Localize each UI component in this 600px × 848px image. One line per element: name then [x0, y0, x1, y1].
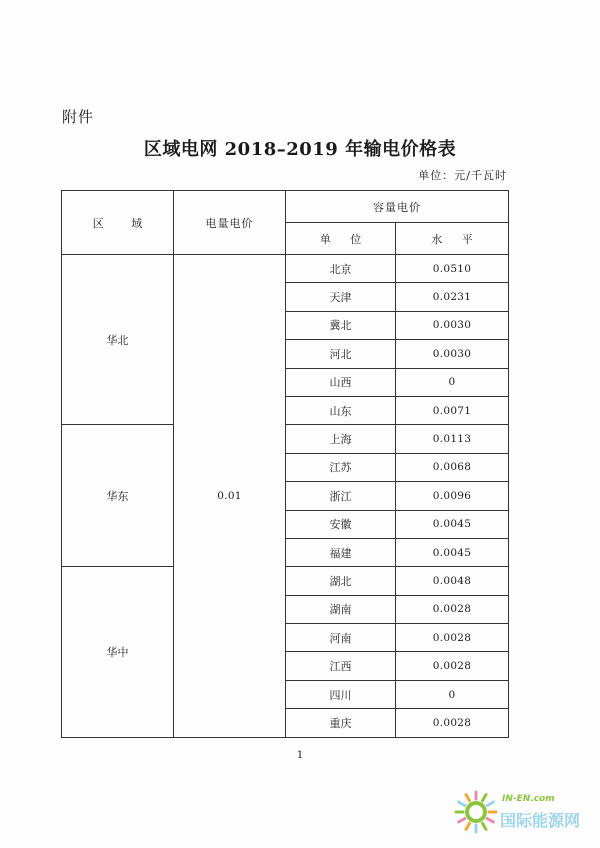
capacity-price-value: 0.0028 — [396, 709, 509, 737]
document-title: 区域电网 2018–2019 年输电价格表 — [143, 139, 457, 160]
grid-unit-name: 上海 — [286, 425, 396, 453]
capacity-price-value: 0.0028 — [396, 595, 509, 623]
sun-ray — [459, 819, 465, 823]
sun-logo-icon — [452, 786, 500, 834]
sun-ray — [483, 795, 487, 801]
capacity-price-value: 0 — [396, 680, 509, 708]
sun-ray — [466, 795, 470, 801]
grid-unit-name: 四川 — [286, 680, 396, 708]
capacity-price-value: 0.0045 — [396, 538, 509, 566]
header-capacity-price: 容量电价 — [286, 191, 509, 223]
capacity-price-value: 0.0231 — [396, 283, 509, 311]
table-row — [62, 255, 509, 283]
capacity-price-value: 0.0113 — [396, 425, 509, 453]
attachment-label: 附件 — [62, 108, 95, 126]
header-energy-price: 电量电价 — [174, 191, 286, 255]
capacity-price-value: 0.0030 — [396, 340, 509, 368]
energy-price-value: 0.01 — [174, 255, 286, 738]
grid-unit-name: 山东 — [286, 396, 396, 424]
table-row — [62, 567, 509, 595]
grid-unit-name: 江苏 — [286, 453, 396, 481]
watermark-logo — [452, 780, 592, 840]
capacity-price-value: 0.0510 — [396, 255, 509, 283]
grid-unit-name: 湖北 — [286, 567, 396, 595]
capacity-price-value: 0.0068 — [396, 453, 509, 481]
sun-ray — [459, 802, 465, 806]
capacity-price-value: 0.0028 — [396, 652, 509, 680]
region-name: 华中 — [62, 567, 174, 737]
unit-label: 单位：元/千瓦时 — [418, 169, 507, 182]
grid-unit-name: 福建 — [286, 538, 396, 566]
watermark-domain: IN-EN.com — [502, 794, 555, 804]
transmission-price-table — [61, 190, 509, 738]
capacity-price-value: 0.0028 — [396, 624, 509, 652]
sun-ray — [483, 823, 487, 829]
grid-unit-name: 安徽 — [286, 510, 396, 538]
region-name: 华东 — [62, 425, 174, 567]
capacity-price-value: 0 — [396, 368, 509, 396]
page-number: 1 — [296, 750, 304, 761]
capacity-price-value: 0.0045 — [396, 510, 509, 538]
grid-unit-name: 浙江 — [286, 482, 396, 510]
sun-ray — [487, 802, 493, 806]
grid-unit-name: 河南 — [286, 624, 396, 652]
header-unit: 单 位 — [286, 223, 396, 255]
capacity-price-value: 0.0048 — [396, 567, 509, 595]
sun-ray — [466, 823, 470, 829]
grid-unit-name: 重庆 — [286, 709, 396, 737]
grid-unit-name: 湖南 — [286, 595, 396, 623]
header-region: 区 域 — [62, 191, 174, 255]
grid-unit-name: 北京 — [286, 255, 396, 283]
sun-ray — [487, 819, 493, 823]
capacity-price-value: 0.0071 — [396, 396, 509, 424]
region-name: 华北 — [62, 255, 174, 425]
grid-unit-name: 江西 — [286, 652, 396, 680]
grid-unit-name: 山西 — [286, 368, 396, 396]
watermark-brand: 国际能源网 — [500, 811, 581, 830]
table-body — [62, 255, 509, 738]
grid-unit-name: 天津 — [286, 283, 396, 311]
capacity-price-value: 0.0096 — [396, 482, 509, 510]
header-level: 水 平 — [396, 223, 509, 255]
grid-unit-name: 冀北 — [286, 311, 396, 339]
grid-unit-name: 河北 — [286, 340, 396, 368]
capacity-price-value: 0.0030 — [396, 311, 509, 339]
table-row — [62, 425, 509, 453]
